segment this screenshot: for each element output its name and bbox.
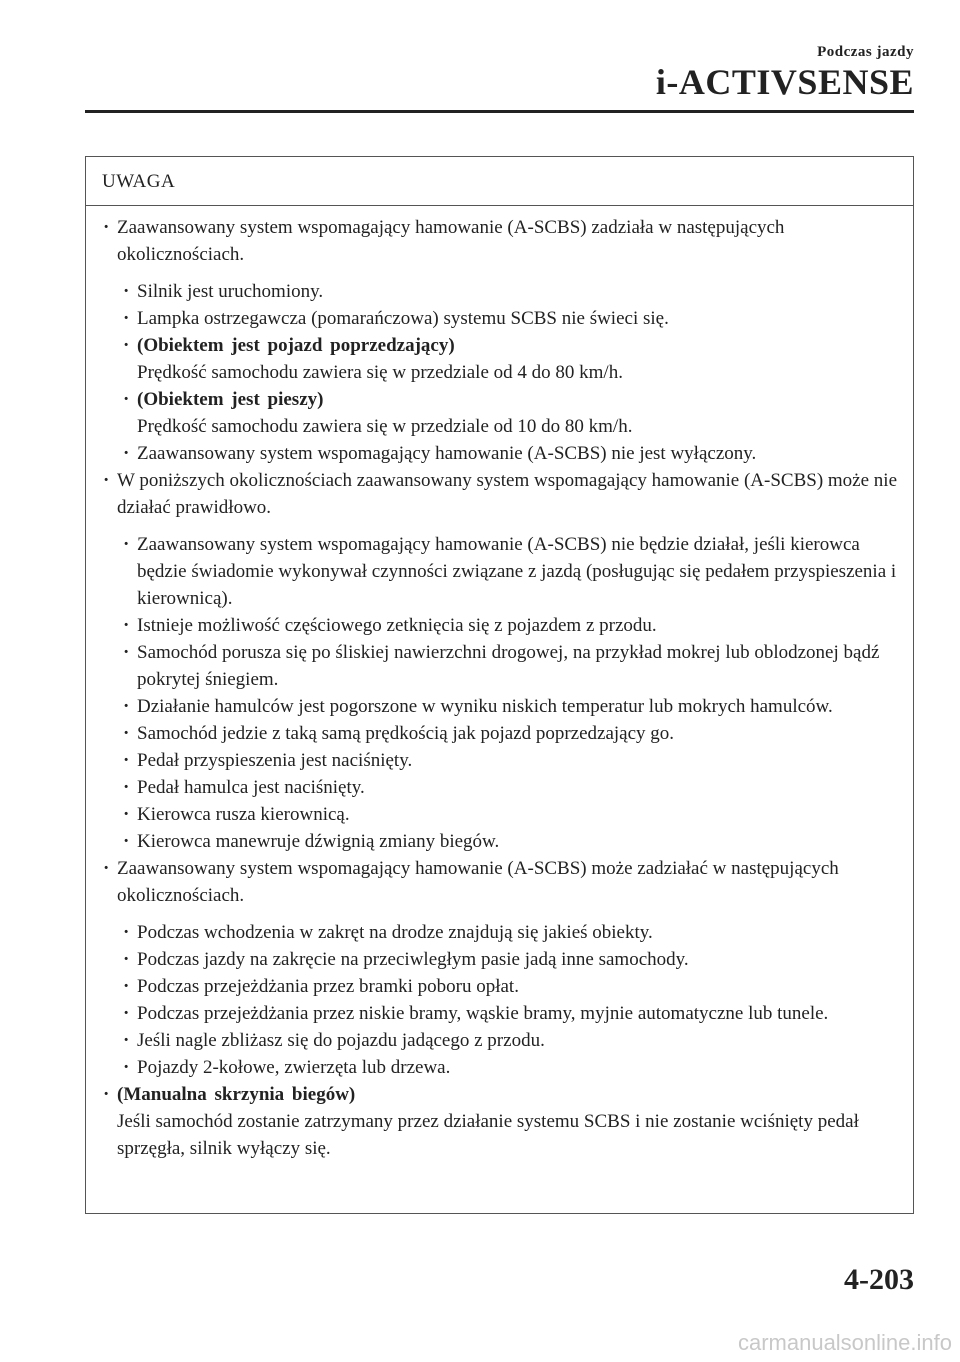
list-item: · (Obiektem jest pieszy) Prędkość samochodu zawiera się w przedziale od 10 do 80 km/h. <box>86 386 899 440</box>
list-item: · Zaawansowany system wspomagający hamowanie (A-SCBS) nie jest wyłączony. <box>86 440 899 467</box>
list-item: · Samochód porusza się po śliskiej nawierzchni drogowej, na przykład mokrej lub oblodzonej bądź pokrytej śniegiem. <box>86 639 899 693</box>
list-item: · (Manualna skrzynia biegów) Jeśli samochód zostanie zatrzymany przez działanie systemu SCBS i nie zostanie wciśnięty pedał sprzęgła, silnik wyłączy się. <box>86 1081 899 1162</box>
section-label: Podczas jazdy <box>817 44 914 60</box>
list-item: · Istnieje możliwość częściowego zetknięcia się z pojazdem z przodu. <box>86 612 899 639</box>
list-item: · Pojazdy 2-kołowe, zwierzęta lub drzewa. <box>86 1054 899 1081</box>
note-content <box>86 206 913 1162</box>
list-item: · Kierowca manewruje dźwignią zmiany biegów. <box>86 828 899 855</box>
list-item: · Kierowca rusza kierownicą. <box>86 801 899 828</box>
list-item: · Samochód jedzie z taką samą prędkością jak pojazd poprzedzający go. <box>86 720 899 747</box>
list-item: · Silnik jest uruchomiony. <box>86 278 899 305</box>
header-divider <box>85 110 914 113</box>
list-item: · Zaawansowany system wspomagający hamowanie (A-SCBS) zadziała w następujących okolicznościach. <box>86 214 899 268</box>
list-item: · Zaawansowany system wspomagający hamowanie (A-SCBS) może zadziałać w następujących okolicznościach. <box>86 855 899 909</box>
watermark-text: carmanualsonline.info <box>737 1330 952 1355</box>
list-item: · Podczas jazdy na zakręcie na przeciwległym pasie jadą inne samochody. <box>86 946 899 973</box>
list-item: · Podczas wchodzenia w zakręt na drodze znajdują się jakieś obiekty. <box>86 919 899 946</box>
list-item: · Podczas przejeżdżania przez niskie bramy, wąskie bramy, myjnie automatyczne lub tunele. <box>86 1000 899 1027</box>
list-item: · Lampka ostrzegawcza (pomarańczowa) systemu SCBS nie świeci się. <box>86 305 899 332</box>
list-item: · Działanie hamulców jest pogorszone w wyniku niskich temperatur lub mokrych hamulców. <box>86 693 899 720</box>
chapter-title: i-ACTIVSENSE <box>655 62 914 102</box>
sub-list <box>86 278 899 467</box>
sub-list <box>86 531 899 855</box>
caution-note-box <box>85 156 914 1214</box>
list-item: · (Obiektem jest pojazd poprzedzający) Prędkość samochodu zawiera się w przedziale od 4 do 80 km/h. <box>86 332 899 386</box>
list-item: · Pedał przyspieszenia jest naciśnięty. <box>86 747 899 774</box>
sub-list <box>86 919 899 1081</box>
list-item: · Jeśli nagle zbliżasz się do pojazdu jadącego z przodu. <box>86 1027 899 1054</box>
note-title: UWAGA <box>86 157 913 206</box>
list-item: · W poniższych okolicznościach zaawansowany system wspomagający hamowanie (A-SCBS) może nie działać prawidłowo. <box>86 467 899 521</box>
list-item: · Pedał hamulca jest naciśnięty. <box>86 774 899 801</box>
page-number: 4-203 <box>844 1263 914 1296</box>
list-item: · Podczas przejeżdżania przez bramki poboru opłat. <box>86 973 899 1000</box>
list-item: · Zaawansowany system wspomagający hamowanie (A-SCBS) nie będzie działał, jeśli kierowca będzie świadomie wykonywał czynności związane z jazdą (posługując się pedałem przyspieszenia i kierownicą). <box>86 531 899 612</box>
